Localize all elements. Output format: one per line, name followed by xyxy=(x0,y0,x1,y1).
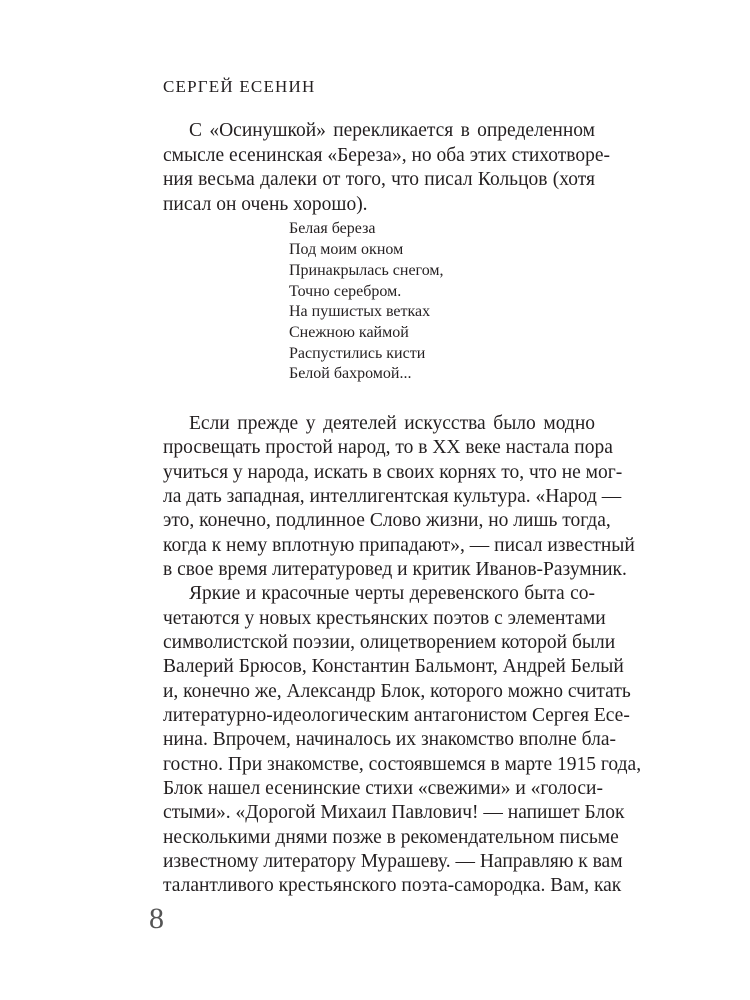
paragraph-line: и, конечно же, Александр Блок, которого можно считать xyxy=(163,681,631,702)
paragraph-line: стыми». «Дорогой Михаил Павлович! — напишет Блок xyxy=(163,802,625,823)
paragraph-line: известному литератору Мурашеву. — Направляю к вам xyxy=(163,851,623,872)
paragraph-line: когда к нему вплотную припадают», — писал известный xyxy=(163,535,635,556)
paragraph-line: ла дать западная, интеллигентская культура. «Народ — xyxy=(163,486,622,507)
paragraph-line: ния весьма далеки от того, что писал Кольцов (хотя xyxy=(163,169,595,190)
paragraph-line: талантливого крестьянского поэта-самородка. Вам, как xyxy=(163,875,622,896)
page-number: 8 xyxy=(149,902,164,935)
verse-line: Белая береза xyxy=(289,220,376,237)
verse-line: На пушистых ветках xyxy=(289,303,431,320)
paragraph-line: С «Осинушкой» перекликается в определенном xyxy=(189,120,595,141)
verse-line: Принакрылась снегом, xyxy=(289,262,444,279)
paragraph-line: в свое время литературовед и критик Иванов-Разумник. xyxy=(163,559,627,580)
paragraph-line: символистской поэзии, олицетворением которой были xyxy=(163,632,616,653)
paragraph-line: нина. Впрочем, начиналось их знакомство вполне бла- xyxy=(163,729,616,750)
paragraph-line: гостно. При знакомстве, состоявшемся в марте 1915 года, xyxy=(163,754,642,775)
paragraph-line: Валерий Брюсов, Константин Бальмонт, Андрей Белый xyxy=(163,656,624,677)
paragraph-line: Яркие и красочные черты деревенского быта со- xyxy=(189,583,595,604)
verse-line: Снежною каймой xyxy=(289,324,409,341)
paragraph-line: просвещать простой народ, то в XX веке настала пора xyxy=(163,437,613,458)
paragraph-line: несколькими днями позже в рекомендательном письме xyxy=(163,827,619,848)
paragraph-line: это, конечно, подлинное Слово жизни, но лишь тогда, xyxy=(163,510,611,531)
paragraph-line: Блок нашел есенинские стихи «свежими» и «голоси- xyxy=(163,778,603,799)
paragraph-line: четаются у новых крестьянских поэтов с элементами xyxy=(163,608,606,629)
paragraph-line: литературно-идеологическим антагонистом Сергея Есе- xyxy=(163,705,630,726)
running-head: СЕРГЕЙ ЕСЕНИН xyxy=(163,77,316,96)
paragraph-line: Если прежде у деятелей искусства было модно xyxy=(189,413,595,434)
verse-line: Точно серебром. xyxy=(289,283,402,300)
verse-line: Под моим окном xyxy=(289,241,404,258)
paragraph-line: учиться у народа, искать в своих корнях то, что не мог- xyxy=(163,462,623,483)
verse-line: Белой бахромой... xyxy=(289,365,412,382)
paragraph-line: писал он очень хорошо). xyxy=(163,194,368,215)
paragraph-line: смысле есенинская «Береза», но оба этих стихотворе- xyxy=(163,145,611,166)
verse-line: Распустились кисти xyxy=(289,345,426,362)
